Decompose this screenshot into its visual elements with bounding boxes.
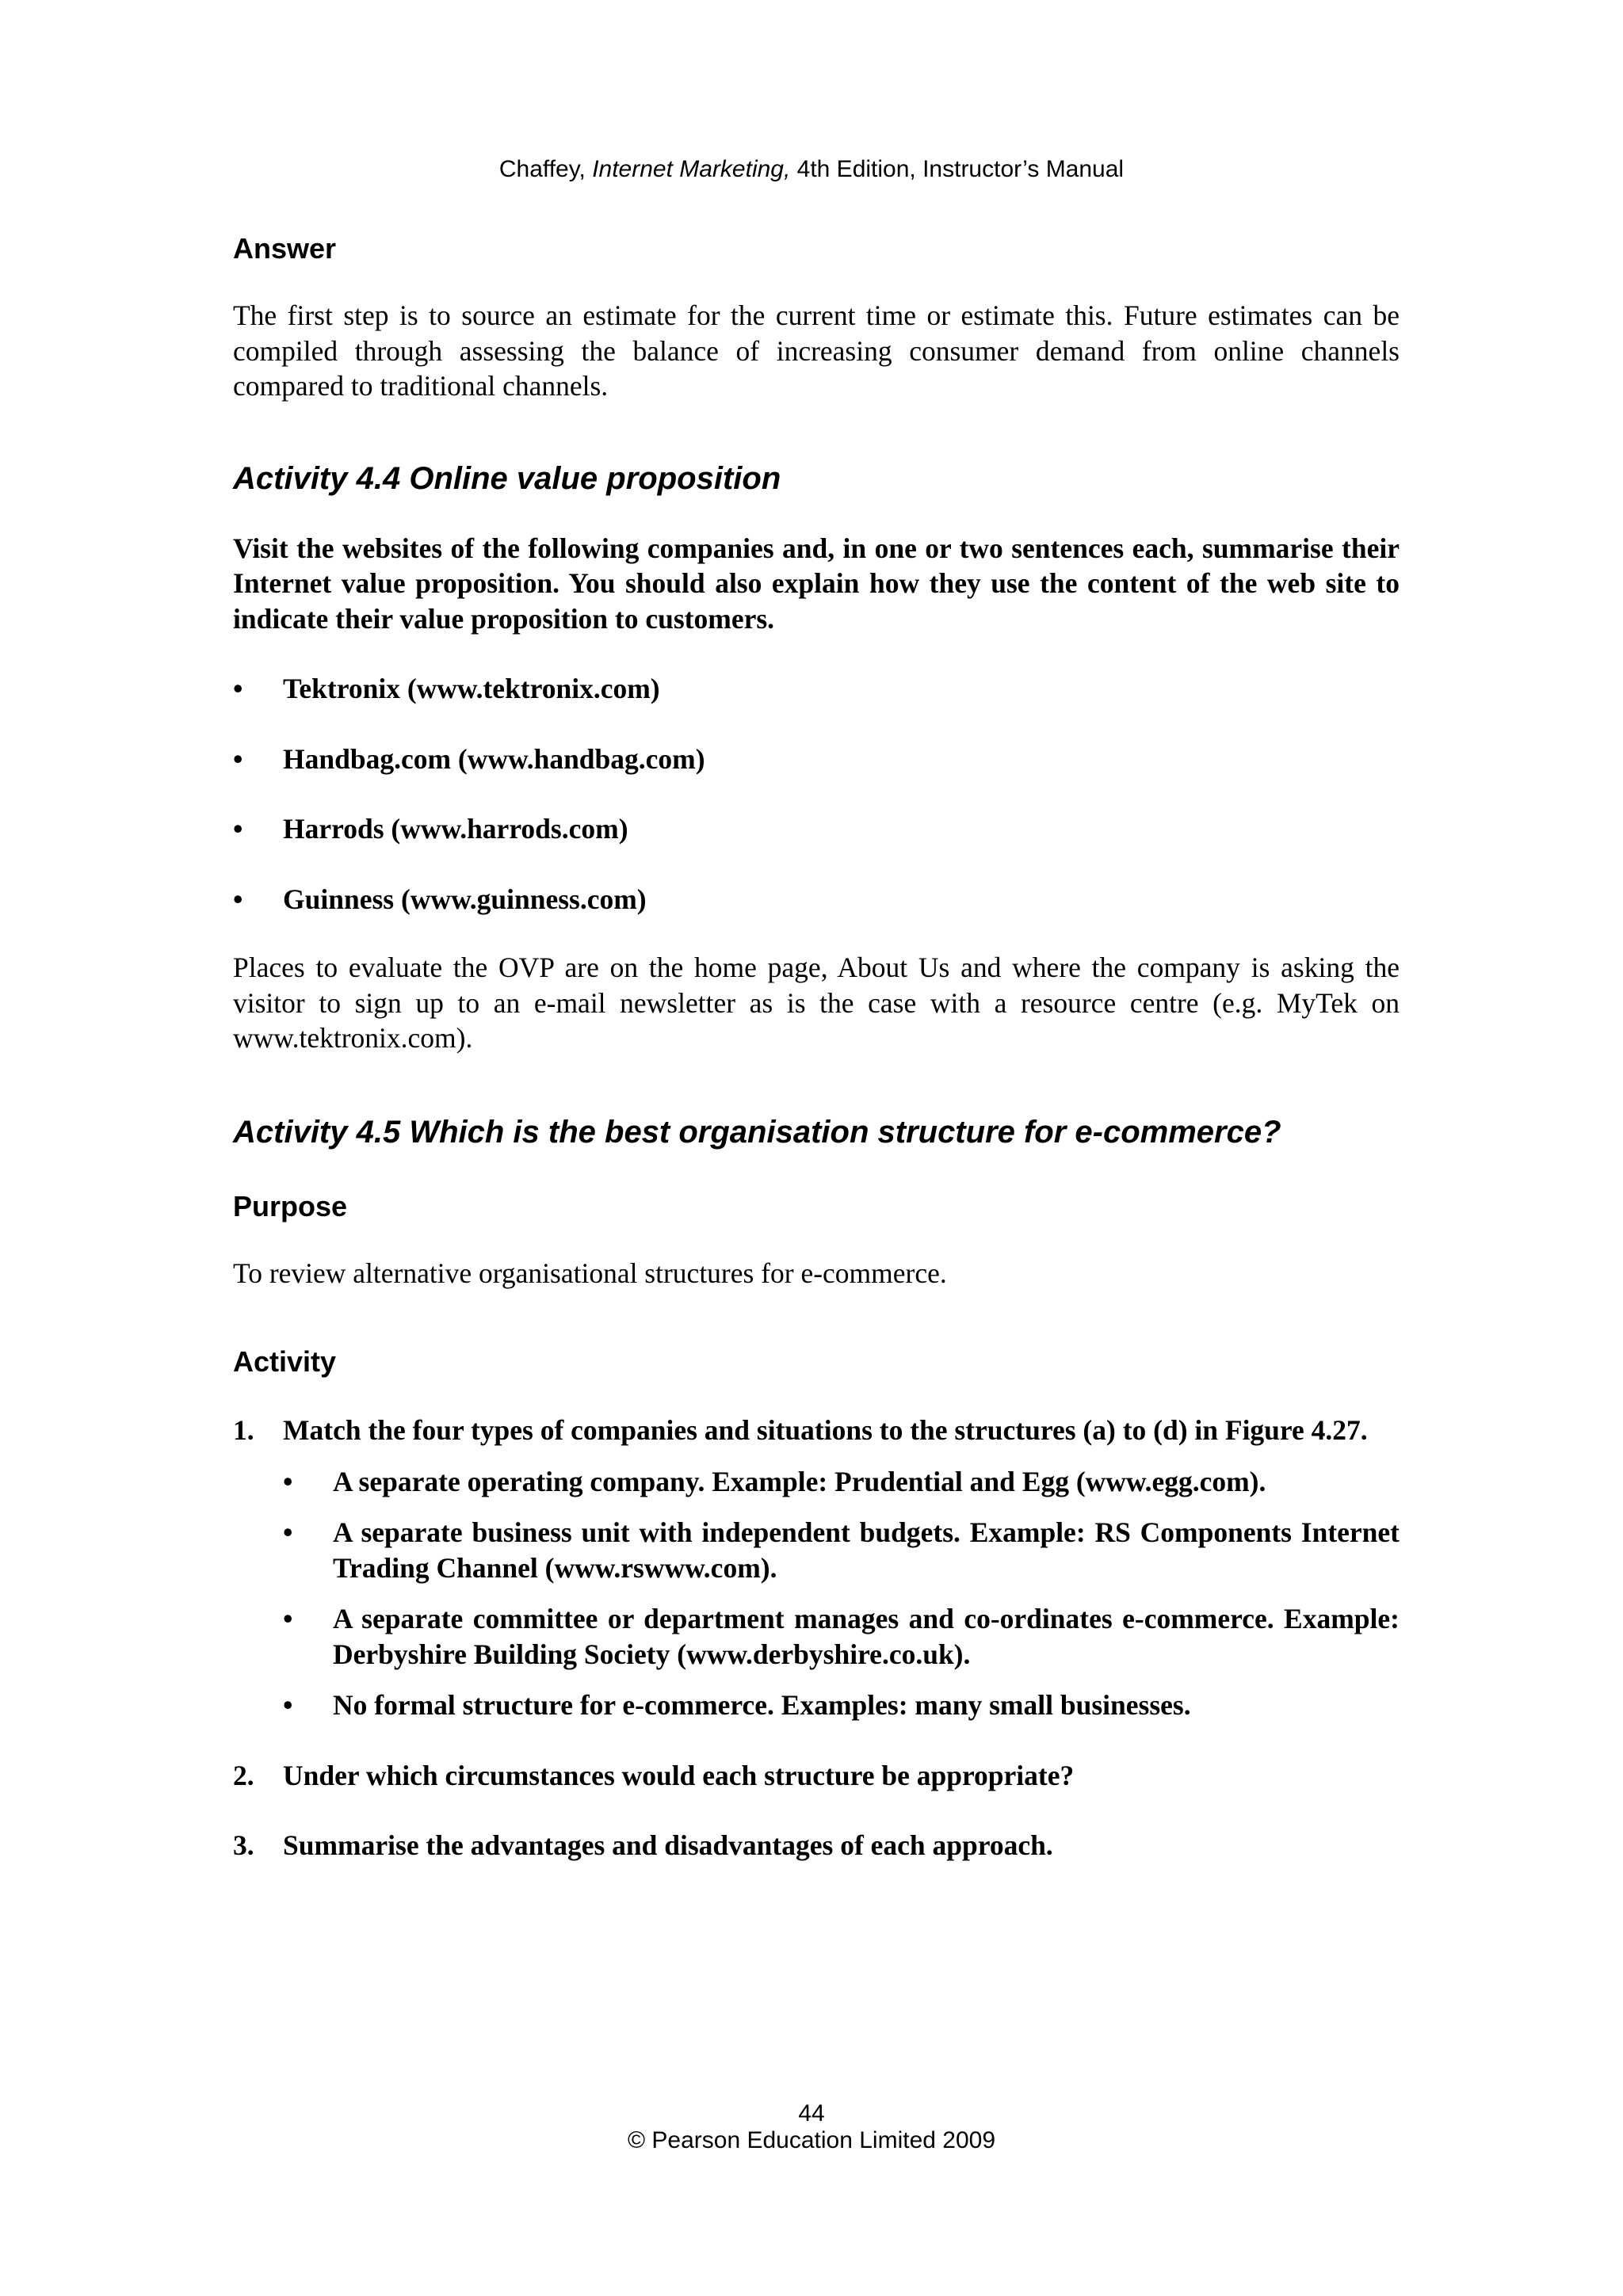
activity-4-4-heading: Activity 4.4 Online value proposition	[233, 460, 781, 496]
question-item	[233, 1828, 1400, 1863]
activity-heading: Activity	[233, 1345, 337, 1378]
question-number: 3.	[233, 1829, 254, 1861]
bullet-icon: •	[233, 813, 243, 845]
structure-example: A separate committee or department manages and co-ordinates e-commerce. Example: Derbyshire Building Society (www.derbyshire.co.uk).	[333, 1603, 1400, 1670]
list-item	[233, 671, 1400, 707]
question-item	[233, 1758, 1400, 1794]
structure-example: No formal structure for e-commerce. Examples: many small businesses.	[333, 1689, 1191, 1721]
page-number: 44	[798, 2100, 825, 2126]
question-text: Match the four types of companies and situations to the structures (a) to (d) in Figure 4.27.	[283, 1414, 1368, 1446]
activity-questions	[233, 1413, 1400, 1863]
header-edition: 4th Edition, Instructor’s Manual	[790, 156, 1125, 182]
bullet-icon: •	[233, 673, 243, 704]
bullet-icon: •	[233, 742, 243, 775]
purpose-heading: Purpose	[233, 1189, 348, 1222]
list-item	[233, 742, 1400, 777]
list-item	[233, 811, 1400, 847]
activity-4-5-heading: Activity 4.5 Which is the best organisation structure for e-commerce?	[233, 1114, 1281, 1150]
bullet-icon: •	[283, 1516, 293, 1548]
question-number: 2.	[233, 1759, 254, 1791]
structure-example: A separate business unit with independent budgets. Example: RS Components Internet Trading Channel (www.rswww.com).	[333, 1516, 1400, 1584]
list-item	[283, 1688, 1400, 1723]
page-body	[233, 231, 1400, 1863]
company-guinness: Guinness (www.guinness.com)	[283, 883, 647, 915]
question-text: Under which circumstances would each structure be appropriate?	[283, 1759, 1075, 1791]
question-text: Summarise the advantages and disadvantages of each approach.	[283, 1829, 1053, 1861]
bullet-icon: •	[283, 1689, 293, 1721]
list-item	[283, 1464, 1400, 1500]
running-header	[0, 155, 1623, 184]
list-item	[283, 1601, 1400, 1672]
company-tektronix: Tektronix (www.tektronix.com)	[283, 673, 660, 704]
company-list	[233, 671, 1400, 917]
purpose-text: To review alternative organisational structures for e-commerce.	[233, 1257, 947, 1289]
activity-4-4-instruction: Visit the websites of the following companies and, in one or two sentences each, summarise their Internet value proposition. You should also explain how they use the content of the web site to indicate their value proposition to customers.	[233, 532, 1400, 635]
company-harrods: Harrods (www.harrods.com)	[283, 813, 628, 845]
list-item	[283, 1515, 1400, 1585]
company-handbag: Handbag.com (www.handbag.com)	[283, 742, 705, 775]
header-author: Chaffey,	[498, 156, 593, 182]
list-item	[233, 882, 1400, 917]
bullet-icon: •	[233, 883, 243, 915]
bullet-icon: •	[283, 1603, 293, 1634]
question-number: 1.	[233, 1414, 254, 1446]
answer-text: The first step is to source an estimate for the current time or estimate this. Future estimates can be compiled through assessing the balance of increasing consumer demand from online channels compared to traditional channels.	[233, 299, 1400, 402]
question-item	[233, 1413, 1400, 1723]
answer-heading: Answer	[233, 232, 337, 265]
bullet-icon: •	[283, 1465, 293, 1497]
ovp-note: Places to evaluate the OVP are on the home page, About Us and where the company is asking the visitor to sign up to an e-mail newsletter as is the case with a resource centre (e.g. MyTek on www.tektronix.com).	[233, 952, 1400, 1054]
structure-examples-list	[283, 1464, 1400, 1723]
header-book-title: Internet Marketing,	[592, 156, 791, 182]
structure-example: A separate operating company. Example: Prudential and Egg (www.egg.com).	[333, 1465, 1266, 1497]
copyright-notice: © Pearson Education Limited 2009	[627, 2127, 996, 2153]
